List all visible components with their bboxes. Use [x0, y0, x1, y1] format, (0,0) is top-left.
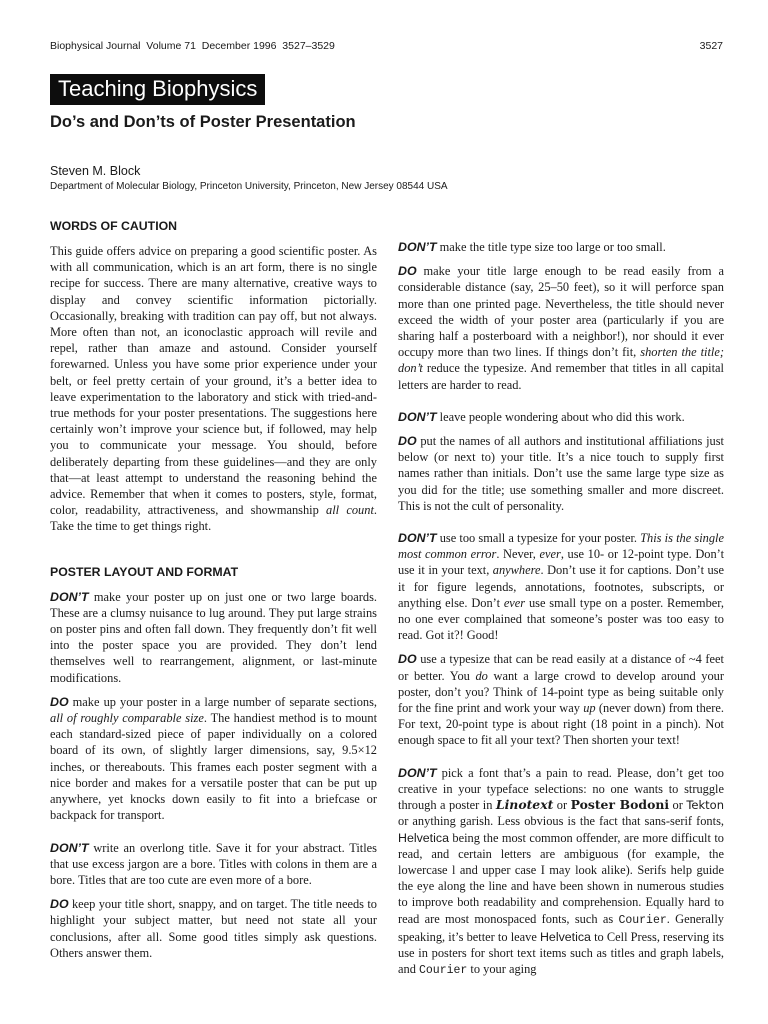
running-header [50, 40, 723, 52]
do-label: DO [398, 434, 417, 449]
font-sample-tekton: Tekton [686, 798, 724, 813]
dont-label: DON’T [398, 765, 437, 780]
author-affiliation: Department of Molecular Biology, Princeton University, Princeton, New Jersey 08544 USA [50, 181, 448, 192]
dont-label: DON’T [398, 531, 437, 546]
font-sample-helvetica: Helvetica [539, 929, 591, 944]
font-sample-helvetica: Helvetica [398, 830, 449, 845]
paragraph-dont-title-size: DON’T make the title type size too large or too small. [398, 240, 666, 254]
right-column [398, 239, 724, 979]
paragraph-dont-authors: DON’T leave people wondering about who did this work. [398, 409, 685, 424]
paragraph-do-title-size: DO make your title large enough to be read easily from a considerable distance (say, 25–50 feet), so it will perforce span more than one printed page. Nevertheless, the title should never exceed the width of your poster area (particularly if you are sharing half a posterboard with a neighbor!), nor should it ever occupy more than two lines. If things don’t fit, shorten the title; don’t reduce the typesize. And remember that titles in all capital letters are harder to read. [398, 264, 724, 392]
paragraph-dont-fonts: DON’T pick a font that’s a pain to read. Please, don’t get too creative in your typeface selections: no one wants to struggle through a poster in Linotext or Poster Bodoni or Tekton or anything garish. Less obvious is the fact that sans-serif fonts, Helvetica being the most common offender, are more difficult to read, and certain letters are ambiguous (for example, the lowercase l and upper case I may look alike). Serifs help guide the eye along the line and have been shown in numerous studies to improve both readability and comprehension. Equally hard to read are most monospaced fonts, such as Courier. Generally speaking, it’s better to leave Helvetica to Cell Press, reserving its use in posters for short text items such as titles and graph labels, and Courier to your aging [398, 765, 725, 978]
font-sample-courier: Courier [618, 913, 667, 927]
page-number: 3527 [699, 40, 723, 52]
journal-citation: Biophysical Journal Volume 71 December 1996 3527–3529 [50, 40, 335, 52]
article-title: Do’s and Don’ts of Poster Presentation [50, 113, 356, 131]
do-label: DO [50, 897, 69, 912]
paragraph-dont-long-title: DON’T write an overlong title. Save it for your abstract. Titles that use excess jargon are a bore. Titles with colons in them are a bore. Titles that are too cute are even more of a bore. [50, 840, 377, 887]
do-label: DO [50, 694, 69, 709]
paragraph-do-readable-type: DO use a typesize that can be read easily at a distance of ~4 feet or better. You do want a large crowd to develop around your poster, don’t you? Think of 14-point type as being suitable only for the fine print and work your way up (never down) from there. For text, 20-point type is about right (18 point in a pinch). Not enough space to fit all your text? Then shorten your text! [398, 652, 725, 748]
dont-label: DON’T [398, 409, 437, 424]
paragraph-do-short-title: DO keep your title short, snappy, and on target. The title needs to highlight your subject matter, but need not state all your conclusions, after all. Some good titles simply ask questions. Others answer them. [50, 897, 377, 960]
do-label: DO [398, 264, 417, 279]
font-sample-linotext: Linotext [495, 797, 554, 813]
paragraph-do-sections: DO make up your poster in a large number of separate sections, all of roughly comparable size. The handiest method is to mount each standard-sized piece of paper individually on a colored board of its own, of slightly larger dimensions, say, 9.5×12 inches, or thereabouts. This frames each poster segment with a nice border and makes for a versatile poster that can be put up anywhere, yet knocks down easily to fit into a briefcase or backpack for transport. [50, 694, 378, 823]
left-column [50, 219, 377, 961]
dont-label: DON’T [50, 840, 89, 855]
paragraph-dont-small-type: DON’T use too small a typesize for your poster. This is the single most common error. Never, ever, use 10- or 12-point type. Don’t use it in your text, anywhere. Don’t use it for captions. Don’t use it for figure legends, annotations, footnotes, subscripts, or anything else. Don’t ever use small type on a poster. Remember, no one ever complained that someone’s poster was too easy to read. Got it?! Good! [398, 531, 725, 643]
dont-label: DON’T [50, 589, 89, 604]
font-sample-bodoni: Poster Bodoni [570, 797, 670, 813]
paragraph-caution: This guide offers advice on preparing a good scientific poster. As with all communication, which is an art form, there is no single recipe for success. There are many alternative, creative ways to display and convey scientific information pictorially. Occasionally, breaking with tradition can pay off, but not always. More often than not, an iconoclastic approach will revile and repel, rather than amaze and astound. Consider yourself forewarned. Unless you have some prior experience under your belt, or feel pretty certain of your ground, it’s a better idea to leave experimentation to the laboratory and stick with tried-and-true methods for your poster presentations. The suggestions here certainly won’t improve your science but, if followed, may help you to communicate your message. You should, before deliberately departing from these guidelines—and they are only that—at least attempt to understand the reasoning behind the advice. Remember that when it comes to posters, style, format, color, readability, attractiveness, and showmanship all count. Take the time to get things right. [50, 244, 377, 534]
do-label: DO [398, 652, 417, 667]
font-sample-courier: Courier [419, 964, 468, 978]
paragraph-do-authors: DO put the names of all authors and institutional affiliations just below (or next to) your title. It’s a nice touch to supply first names rather than initials. Don’t use the same large type size as you did for the title; use something smaller and more discreet. This is not the cult of personality. [398, 434, 724, 513]
section-heading-layout: POSTER LAYOUT AND FORMAT [50, 564, 239, 579]
section-heading-caution: WORDS OF CAUTION [50, 219, 178, 233]
paragraph-dont-boards: DON’T make your poster up on just one or two large boards. These are a clumsy nuisance to lug around. They put large strains on poster pins and often fall down. They frequently don’t fit well into the poster space you are provided. They don’t lend themselves well to rearrangement, alignment, or last-minute modifications. [50, 589, 377, 685]
author-name: Steven M. Block [50, 164, 141, 178]
section-banner: Teaching Biophysics [50, 74, 265, 105]
dont-label: DON’T [398, 240, 437, 254]
